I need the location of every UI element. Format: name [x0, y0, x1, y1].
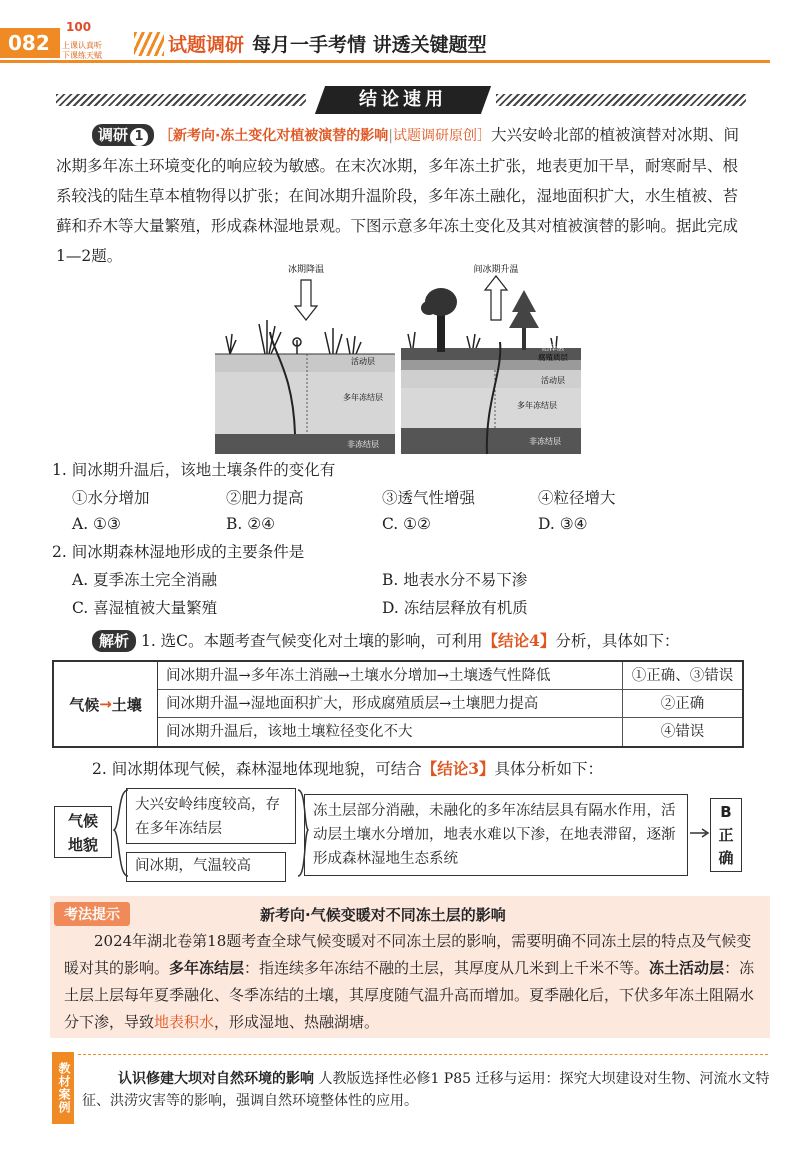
analysis-table: [52, 660, 744, 748]
analysis-line1-post: 分析，具体如下：: [555, 632, 680, 650]
left-panel: [215, 263, 395, 454]
banner-stripes-left: [56, 94, 306, 106]
warming-arrow-icon: [485, 276, 507, 320]
page-number: 082: [0, 28, 60, 58]
analysis-line-2: [92, 756, 603, 782]
analysis-tag: 解析: [92, 630, 136, 652]
source-title: ［新考向·冻土变化对植被演替的影响: [158, 128, 389, 144]
left-unfrozen-label: 非冻结层: [347, 440, 379, 449]
logo-line-1: 上课认真听: [62, 41, 102, 50]
left-grass-plants: [226, 320, 361, 354]
source-label: [159, 128, 491, 144]
right-unfrozen-label: 非冻结层: [529, 437, 561, 446]
research-tag: [92, 124, 154, 146]
exam-tip-title: 新考向·气候变暖对不同冻土层的影响: [260, 906, 506, 924]
source-separator: |: [388, 128, 393, 144]
textbook-divider: [78, 1054, 768, 1055]
q1-stem: 1. 间冰期升温后，该地土壤条件的变化有: [52, 461, 336, 479]
right-swamp-label: 沼泽层: [541, 343, 565, 352]
flow-tag-bottom: 地貌: [67, 836, 98, 854]
header-title-accent: 试题调研: [168, 34, 245, 56]
analysis-line2-pre: 2. 间冰期体现气候，森林湿地体现地貌，可结合: [92, 760, 422, 778]
q1-item-2: ②肥力提高: [226, 489, 304, 507]
brand-logo: [58, 20, 106, 64]
flow-answer-word-2: 确: [718, 849, 734, 867]
deciduous-tree-icon: [421, 288, 457, 352]
tip-p2: ：指连续多年冻结不融的土层，其厚度从几米到上千米不等。: [244, 959, 650, 977]
table-row: [158, 662, 742, 690]
permafrost-diagram-svg: [215, 262, 595, 458]
exam-tip-tag: 考法提示: [54, 902, 130, 926]
right-active-label: 活动层: [541, 376, 565, 385]
table-row: [158, 690, 742, 718]
tip-term-3: 地表积水: [154, 1013, 215, 1031]
right-permafrost-label: 多年冻结层: [517, 401, 557, 410]
q1-item-1: ①水分增加: [72, 489, 150, 507]
textbook-side-label: 教材案例: [52, 1052, 74, 1124]
question-intro: [56, 120, 746, 271]
header-rule: [0, 60, 770, 63]
analysis-line-1: [92, 628, 679, 654]
intro-paragraph: 大兴安岭北部的植被演替对冰期、间冰期多年冻土环境变化的响应较为敏感。在末次冰期，多年冻土扩张，地表更加干旱，耐寒耐旱、根系较浅的陆生草本植物得以扩张；在间冰期升温阶段，多年冻土融化，湿地面积扩大，水生植被、苔藓和乔木等大量繁殖，形成森林湿地景观。下图示意多年冻土变化及其对植被演替的影响。据此完成1—2题。: [56, 126, 740, 265]
section-banner: [56, 86, 746, 114]
right-humus-label: 腐殖质层: [538, 353, 568, 362]
table-row-text: 间冰期升温后，该地土壤粒径变化不大: [166, 724, 413, 740]
analysis-line2-ref: 【结论3】: [421, 759, 495, 778]
cooling-arrow-icon: [295, 280, 317, 320]
tip-term-2: 冻土活动层: [649, 959, 725, 977]
q1-choice-d[interactable]: D. ③④: [538, 515, 588, 533]
textbook-case: [82, 1068, 772, 1112]
table-left-header: [54, 662, 158, 746]
q2-choice-c[interactable]: C. 喜湿植被大量繁殖: [72, 599, 218, 617]
flow-box-2: 间冰期，气温较高: [126, 852, 286, 882]
analysis-line2-post: 具体分析如下：: [494, 760, 604, 778]
banner-title: 结论速用: [359, 89, 447, 110]
q1-choice-a[interactable]: A. ①③: [72, 515, 121, 533]
textbook-title: 认识修建大坝对自然环境的影响: [118, 1071, 314, 1087]
flow-answer-word-1: 正: [718, 826, 734, 844]
banner-stripes-right: [496, 94, 746, 106]
research-tag-label: 调研: [98, 126, 129, 144]
flow-box-1: 大兴安岭纬度较高，存在多年冻结层: [126, 788, 296, 844]
flow-tag-box: [54, 806, 112, 858]
q2-choice-d[interactable]: D. 冻结层释放有机质: [382, 599, 528, 617]
textbook-source: 人教版选择性必修1 P85 迁移与运用：探究大坝建设对生物、河流水文特征、洪涝灾害等的影响，强调自然环境整体性的应用。: [82, 1071, 770, 1109]
table-row-result: ④错误: [622, 718, 742, 746]
table-row-result: ①正确、③错误: [622, 662, 742, 690]
flow-tag-top: 气候: [67, 812, 98, 830]
exam-tip-box: [50, 896, 770, 1038]
left-active-label: 活动层: [351, 357, 375, 366]
banner-box: [315, 86, 491, 114]
logo-line-2: 下课练天赋: [62, 51, 102, 60]
table-row-text: 间冰期升温→湿地面积扩大，形成腐殖质层→土壤肥力提高: [166, 696, 539, 712]
right-panel: [401, 263, 581, 454]
header-title-main: 每月一手考情 讲透关键题型: [252, 34, 487, 56]
logo-badge: 100: [66, 20, 92, 34]
page-header: [0, 20, 800, 64]
tip-term-1: 多年冻结层: [169, 959, 245, 977]
q1-item-4: ④粒径增大: [538, 489, 616, 507]
left-permafrost-layer: [215, 372, 395, 434]
flow-arrow-icon: [688, 826, 712, 840]
q2-choice-a[interactable]: A. 夏季冻土完全消融: [72, 571, 218, 589]
q2-stem: 2. 间冰期森林湿地形成的主要条件是: [52, 543, 305, 561]
table-left-b: 土壤: [111, 695, 142, 714]
q1-item-3: ③透气性增强: [382, 489, 476, 507]
table-row: [158, 718, 742, 746]
tip-p4: ，形成湿地、热融湖塘。: [214, 1013, 380, 1031]
flow-answer-letter: B: [720, 803, 732, 821]
exam-tip-body: [64, 928, 760, 1036]
table-row-text: 间冰期升温→多年冻土消融→土壤水分增加→土壤透气性降低: [166, 668, 551, 684]
arrow-right-icon: →: [99, 695, 112, 713]
q2-choice-b[interactable]: B. 地表水分不易下渗: [382, 571, 528, 589]
right-arrow-label: 间冰期升温: [473, 265, 519, 275]
flow-box-3: 冻土层部分消融，未融化的多年冻结层具有隔水作用，活动层土壤水分增加，地表水难以下渗，在地表滞留，逐渐形成森林湿地生态系统: [304, 794, 688, 876]
left-arrow-label: 冰期降温: [287, 265, 325, 275]
q1-choice-b[interactable]: B. ②④: [226, 515, 276, 533]
source-origin: 试题调研原创］: [393, 128, 491, 144]
research-tag-number: 1: [130, 128, 148, 146]
header-slash-decoration: [134, 32, 164, 56]
flow-answer-box: [710, 798, 742, 872]
analysis-line1-ref: 【结论4】: [482, 631, 556, 650]
q1-choice-c[interactable]: C. ①②: [382, 515, 431, 533]
tip-p3: ：冻土层上层每年夏季融化、冬季冻结的土壤，其厚度随气温升高而增加。夏季融化后，下伏多年冻土阻隔水分下渗，导致: [64, 959, 755, 1031]
conifer-tree-icon: [509, 290, 539, 350]
table-row-result: ②正确: [622, 690, 742, 718]
tip-p1: 2024年湖北卷第18题考查全球气候变暖对不同冻土层的影响，需要明确不同冻土层的特点及气候变暖对其的影响。: [64, 932, 752, 977]
permafrost-diagram: [215, 262, 595, 458]
analysis-line1-pre: 1. 选C。本题考查气候变化对土壤的影响，可利用: [140, 632, 483, 650]
right-grass-plants: [408, 332, 557, 348]
left-permafrost-label: 多年冻结层: [343, 393, 383, 402]
table-left-a: 气候: [69, 695, 100, 714]
